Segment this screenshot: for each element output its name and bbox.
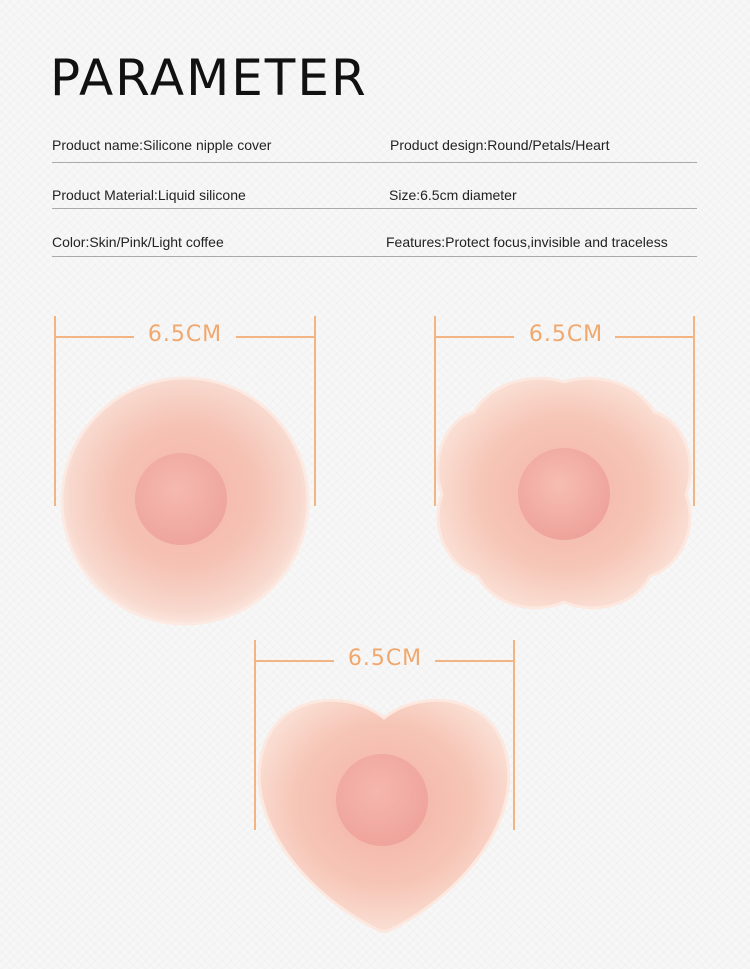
heart-cover-image xyxy=(256,698,512,934)
dimension-line-left xyxy=(254,660,334,662)
center-pad xyxy=(135,453,227,545)
divider xyxy=(52,162,697,163)
round-cover-image xyxy=(60,376,310,626)
param-product-name: Product name:Silicone nipple cover xyxy=(52,137,272,153)
dimension-line-left xyxy=(54,336,134,338)
center-pad xyxy=(336,754,428,846)
dimension-line-right xyxy=(435,660,515,662)
param-color: Color:Skin/Pink/Light coffee xyxy=(52,234,224,250)
param-size: Size:6.5cm diameter xyxy=(389,187,517,203)
center-pad xyxy=(518,448,610,540)
page-title: PARAMETER xyxy=(50,49,368,107)
dimension-label-round: 6.5CM xyxy=(147,322,223,347)
dimension-line-right xyxy=(615,336,695,338)
petal-cover-image xyxy=(436,376,692,612)
param-material: Product Material:Liquid silicone xyxy=(52,187,246,203)
param-row-1 xyxy=(52,137,697,157)
dimension-tick-right xyxy=(314,316,316,506)
dimension-line-left xyxy=(434,336,514,338)
param-row-3 xyxy=(52,234,697,254)
param-row-2 xyxy=(52,187,697,207)
dimension-label-heart: 6.5CM xyxy=(347,646,423,671)
dimension-tick-left xyxy=(54,316,56,506)
param-features: Features:Protect focus,invisible and traceless xyxy=(386,234,668,250)
param-product-design: Product design:Round/Petals/Heart xyxy=(390,137,610,153)
divider xyxy=(52,256,697,257)
divider xyxy=(52,208,697,209)
dimension-label-petal: 6.5CM xyxy=(528,322,604,347)
dimension-tick-right xyxy=(513,640,515,830)
dimension-line-right xyxy=(236,336,316,338)
dimension-tick-right xyxy=(693,316,695,506)
